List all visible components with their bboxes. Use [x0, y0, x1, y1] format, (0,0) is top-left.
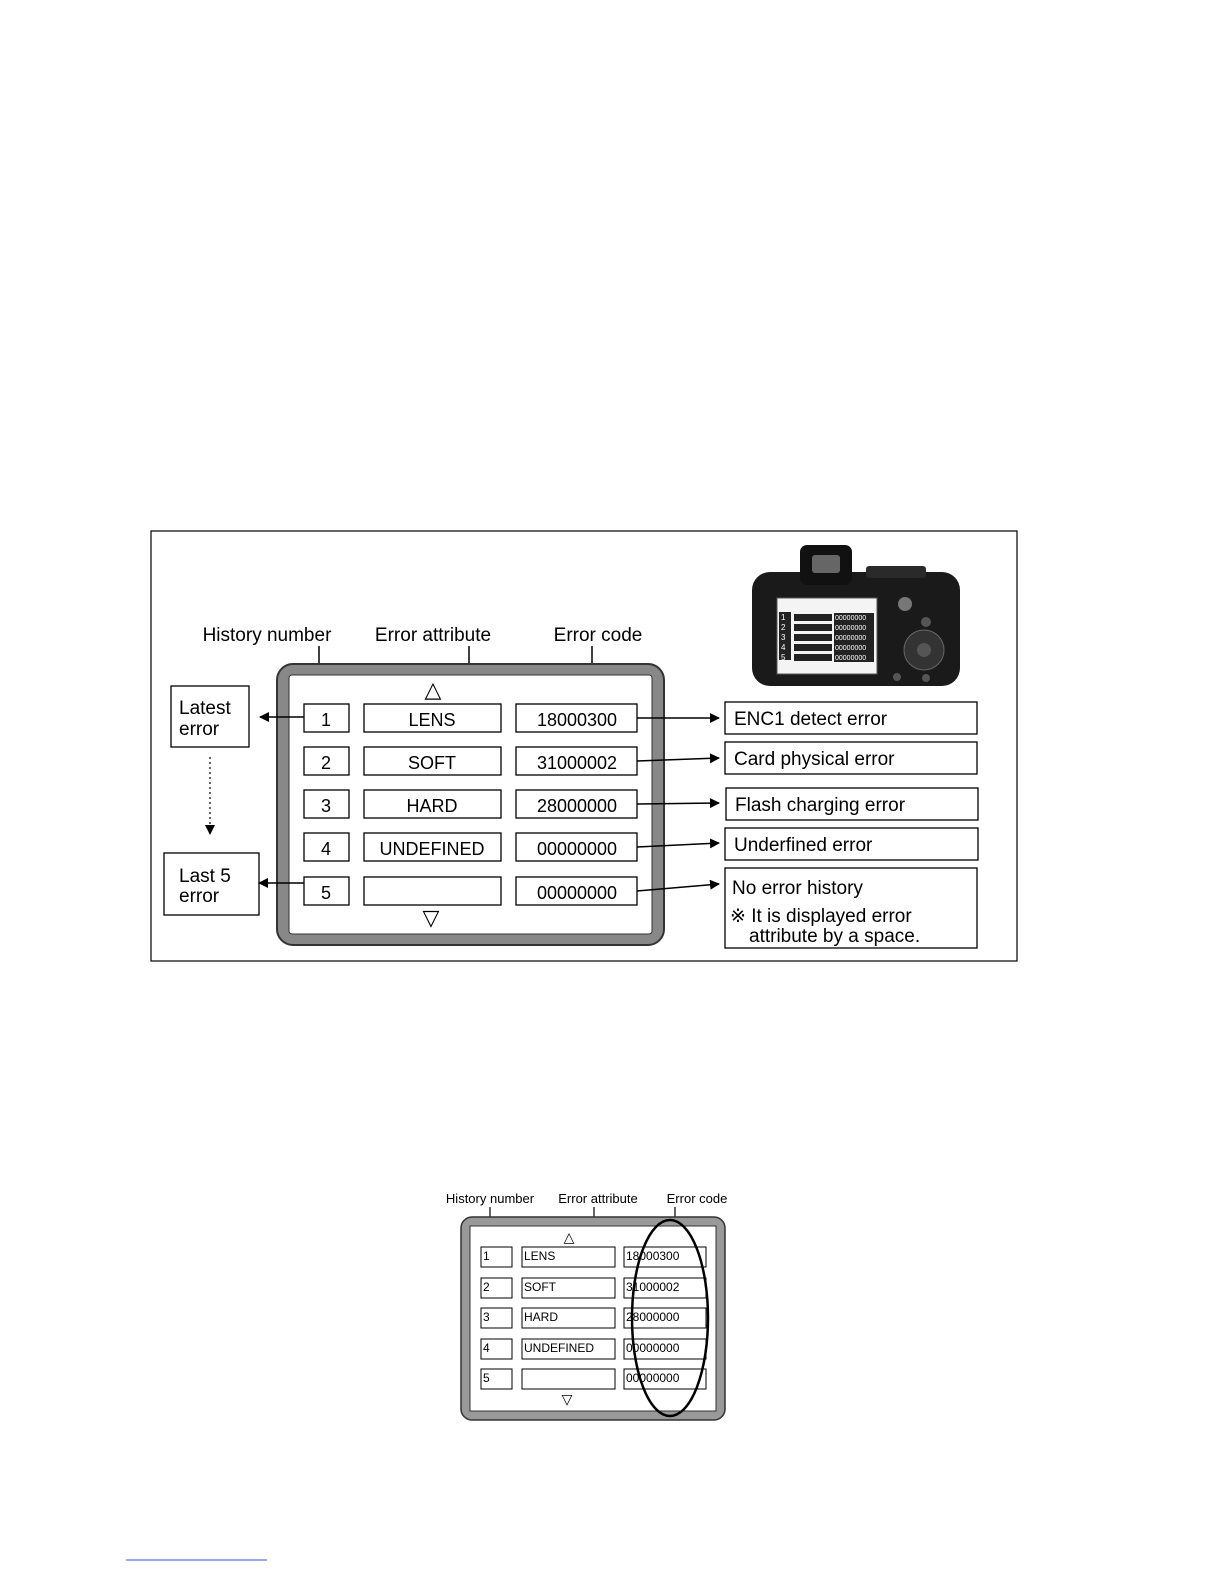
error-attribute-header: Error attribute — [374, 625, 492, 646]
small-history-number: 5 — [483, 1371, 490, 1385]
small-diagram — [446, 1191, 727, 1420]
error-code: 28000000 — [536, 796, 618, 816]
history-number: 1 — [320, 710, 332, 730]
camera-button — [921, 617, 931, 627]
error-code: 18000300 — [536, 710, 618, 730]
lcd-code: 00000000 — [835, 645, 867, 652]
small-history-number: 1 — [483, 1249, 490, 1263]
camera-hotshoe — [866, 566, 926, 578]
error-description: Flash charging error — [735, 795, 906, 816]
camera-viewfinder-glass — [812, 555, 840, 573]
small-history-number: 4 — [483, 1341, 490, 1355]
small-error-code: 18000300 — [626, 1249, 680, 1263]
history-number-header: History number — [202, 625, 332, 646]
small-error-attribute: LENS — [524, 1249, 556, 1263]
camera-dial — [898, 597, 912, 611]
error-attribute: LENS — [408, 710, 456, 730]
small-error-attribute: UNDEFINED — [524, 1341, 595, 1355]
error-description: Underfined error — [734, 835, 873, 856]
error-description: Card physical error — [734, 749, 895, 770]
lcd-code: 00000000 — [835, 655, 867, 662]
history-number: 2 — [320, 753, 332, 773]
small-error-attribute-header: Error attribute — [558, 1191, 638, 1206]
code-description-arrow — [637, 803, 719, 804]
lcd-code: 00000000 — [835, 615, 867, 622]
error-code: 00000000 — [536, 839, 618, 859]
camera-button — [922, 674, 930, 682]
lcd-num: 3 — [781, 633, 786, 642]
error-code-header: Error code — [553, 625, 643, 646]
error-attribute: HARD — [406, 796, 458, 816]
lcd-code: 00000000 — [835, 625, 867, 632]
scroll-down-icon: ▽ — [422, 905, 440, 930]
scroll-up-icon: △ — [424, 677, 442, 702]
error-code: 31000002 — [536, 753, 618, 773]
small-error-code: 00000000 — [626, 1341, 680, 1355]
small-scroll-up-icon: △ — [563, 1229, 575, 1245]
latest-error-label: Latest error — [179, 698, 231, 740]
error-description: ENC1 detect error — [734, 709, 888, 730]
error-attribute: UNDEFINED — [379, 839, 485, 859]
last5-error-label: Last 5 error — [179, 866, 231, 907]
small-history-number-header: History number — [445, 1191, 535, 1206]
small-history-number: 3 — [483, 1310, 490, 1324]
lcd-num: 5 — [781, 653, 786, 662]
lcd-num: 4 — [781, 643, 786, 652]
small-error-code-header: Error code — [666, 1191, 728, 1206]
lcd-num: 1 — [781, 613, 786, 622]
small-error-attribute: HARD — [524, 1310, 559, 1324]
history-number: 3 — [320, 796, 332, 816]
error-code: 00000000 — [536, 883, 618, 903]
history-number: 4 — [320, 839, 332, 859]
main-diagram — [151, 531, 1017, 961]
small-error-code: 31000002 — [626, 1280, 680, 1294]
camera-set-button — [917, 643, 931, 657]
small-error-attribute: SOFT — [524, 1280, 556, 1294]
lcd-code: 00000000 — [835, 635, 867, 642]
small-scroll-down-icon: ▽ — [561, 1391, 573, 1407]
error-attribute: SOFT — [408, 753, 456, 773]
small-history-number: 2 — [483, 1280, 490, 1294]
camera-button — [893, 673, 901, 681]
error-description: No error history ※ It is displayed error attribute by a space. — [730, 878, 921, 947]
small-error-code: 00000000 — [626, 1371, 680, 1385]
error-attribute-box — [364, 877, 501, 905]
lcd-num: 2 — [781, 623, 786, 632]
small-error-code: 28000000 — [626, 1310, 680, 1324]
history-number: 5 — [320, 883, 332, 903]
